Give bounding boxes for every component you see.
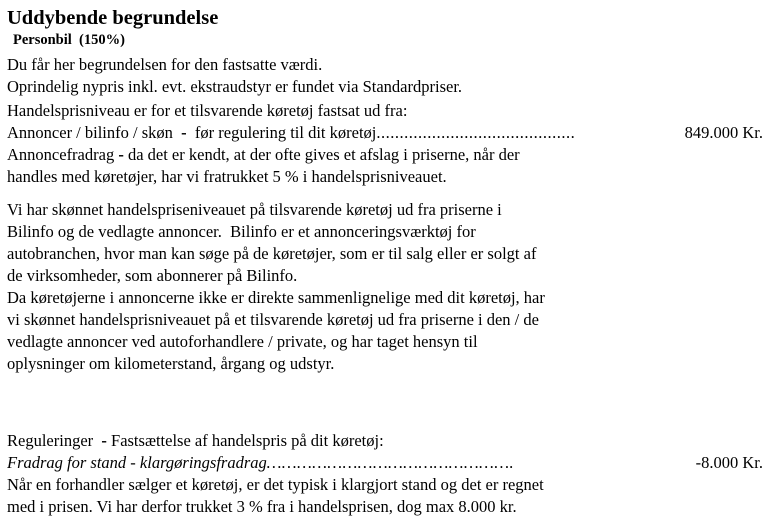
trade-price-label-text: Annoncer / bilinfo / skøn: [7, 123, 173, 142]
handelspris-section: [7, 100, 763, 188]
body-text-line: Handelsprisniveau er for et tilsvarende køretøj fastsat ud fra:: [7, 101, 408, 120]
reguleringer-section: [7, 430, 763, 518]
annoncefradrag-line: [7, 144, 763, 166]
stand-deduction-row: [7, 452, 763, 474]
dash-separator: -: [93, 431, 112, 450]
annoncefradrag-word: Annoncefradrag: [7, 145, 115, 164]
annoncefradrag-rest: da det er kendt, at der ofte gives et afslag i priserne, når der: [127, 145, 520, 164]
trade-price-row: [7, 122, 763, 144]
body-text-line: Du får her begrundelsen for den fastsatte værdi.: [7, 55, 323, 74]
stand-deduction-amount: -8.000 Kr.: [695, 453, 763, 472]
document-title: Uddybende begrundelse: [7, 7, 219, 29]
body-text-line: Når en forhandler sælger et køretøj, er det typisk i klargjort stand og det er regnet: [7, 475, 544, 494]
dash-separator: -: [114, 145, 128, 164]
bilinfo-paragraph: [7, 199, 763, 375]
body-text-line: handles med køretøjer, har vi fratrukket 5 % i handelsprisniveauet.: [7, 167, 447, 186]
body-text-line: oplysninger om kilometerstand, årgang og udstyr.: [7, 354, 335, 373]
dash-separator: -: [172, 123, 195, 142]
stand-deduction-label: [7, 452, 514, 474]
body-text-line: Bilinfo og de vedlagte annoncer. Bilinfo er et annonceringsværktøj for: [7, 222, 476, 241]
body-text-line: Oprindelig nypris inkl. evt. ekstraudstyr er fundet via Standardpriser.: [7, 77, 463, 96]
vehicle-type-label: Personbil (150%): [13, 32, 125, 48]
reguleringer-rest: Fastsættelse af handelspris på dit køretøj:: [111, 431, 384, 450]
body-text-line: de virksomheder, som abonnerer på Bilinfo.: [7, 266, 298, 285]
reguleringer-word: Reguleringer: [7, 431, 94, 450]
trade-price-amount: 849.000 Kr.: [684, 123, 763, 142]
trade-price-label: [7, 122, 575, 144]
body-text-line: autobranchen, hvor man kan søge på de køretøjer, som er til salg eller er solgt af: [7, 244, 537, 263]
body-text-line: vedlagte annoncer ved autoforhandlere / private, og har taget hensyn til: [7, 332, 478, 351]
body-text-line: Da køretøjerne i annoncerne ikke er direkte sammenlignelige med dit køretøj, har: [7, 288, 545, 307]
intro-paragraph: [7, 54, 763, 98]
dot-leader: ...........................................: [376, 123, 576, 142]
body-text-line: vi skønnet handelsprisniveauet på et tilsvarende køretøj ud fra priserne i den / de: [7, 310, 539, 329]
dot-leader: ………………………………………….: [266, 453, 515, 472]
stand-deduction-label-text: Fradrag for stand - klargøringsfradrag: [7, 453, 267, 472]
body-text-line: med i prisen. Vi har derfor trukket 3 % fra i handelsprisen, dog max 8.000 kr.: [7, 497, 517, 516]
reguleringer-heading: [7, 430, 763, 452]
body-text-line: Vi har skønnet handelspriseniveauet på tilsvarende køretøj ud fra priserne i: [7, 200, 502, 219]
trade-price-label-rest: før regulering til dit køretøj: [194, 123, 377, 142]
